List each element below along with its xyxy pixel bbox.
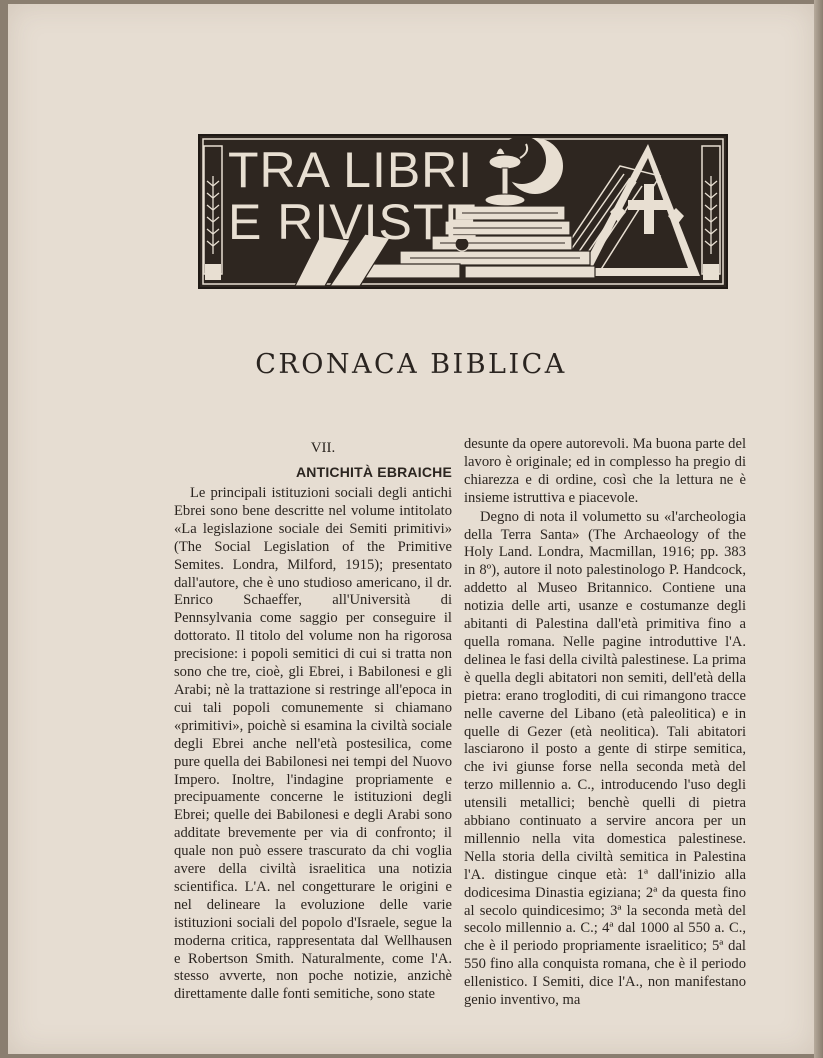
banner-line-1: TRA LIBRI [228, 142, 474, 198]
right-column [464, 436, 746, 1010]
banner-line-2: E RIVISTE [228, 194, 479, 250]
right-leaf-ornament [705, 176, 717, 254]
page-title: CRONACA BIBLICA [255, 349, 567, 380]
header-banner [198, 134, 728, 289]
paragraph: desunte da opere autorevoli. Ma buona parte del lavoro è originale; ed in complesso ha pregio di chiarezza e di ordine, così che la lettura ne è insieme istruttiva e piacevole. [464, 436, 746, 506]
paragraph: Degno di nota il volumetto su «l'archeologia della Terra Santa» (The Archaeology of the Holy Land. Londra, Macmillan, 1916; pp. 383 in 8º), autore il noto palestinologo P. Handcock, addetto al Museo Britannico. Contiene una notizia delle arti, usanze e costumanze degli abitanti di Palestina dall'età primitiva fino a quella romana. Nelle pagine introduttive l'A. delinea le fasi della civiltà palestinese. La prima è quella degli abitatori non semiti, dell'età della pietra: erano trogloditi, di cui rimangono tracce nelle caverne del Libano (età paleolitica) e in quelle di Gezer (età neolitica). Tali abitatori lasciarono il posto a gente di stirpe semitica, che ivi giunse forse nella seconda metà del terzo millennio a. C., introducendo l'uso degli utensili metallici; benchè quelli di pietra abbiano continuato a servire ancora per un millennio nella vita domestica palestinese. Nella storia della civiltà semitica in Palestina l'A. distingue cinque età: 1ª dall'inizio alla dodicesima Dinastia egiziana; 2ª da questa fino al secolo quindicesimo; 3ª la seconda metà del secolo millennio a. C.; 4ª dal 1000 al 550 a. C., che è il periodo propriamente israelitico; 5ª dal 550 fino alla conquista romana, che è il periodo ellenistico. I Semiti, dice l'A., non manifestano genio inventivo, ma [464, 508, 746, 1009]
page [8, 4, 814, 1054]
paragraph: Le principali istituzioni sociali degli antichi Ebrei sono bene descritte nel volume intitolato «La legislazione sociale dei Semiti primitivi» (The Social Legislation of the Primitive Semites. Londra, Milford, 1915); presentato dall'autore, che è uno studioso americano, il dr. Enrico Schaeffer, all'Università di Pennsylvania come saggio per conseguire il dottorato. Il titolo del volume non ha rigorosa precisione: i popoli semitici di cui si tratta non sono che tre, cioè, gli Ebrei, i Babilonesi e gli Arabi; nè la trattazione si restringe all'epoca in cui tali popoli comunemente si chiamano «primitivi», poichè si esamina la civiltà sociale degli Ebrei anche nell'età postesilica, come pure quella dei Babilonesi nei tempi del Nuovo Impero. Inoltre, l'indagine propriamente e precipuamente concerne le istituzioni degli Ebrei; quelle dei Babilonesi e degli Arabi sono additate brevemente per via di confronto; il quale non può essere trascurato da chi voglia avere della civiltà israelitica una notizia scientifica. L'A. nel congetturare le origini e nel delineare la evoluzione delle varie istituzioni sociali del popolo d'Israele, segue la moderna critica, rappresentata dal Wellhausen e Robertson Smith. Naturalmente, come l'A. stesso avverte, non poche notizie, anzichè direttamente dalle fonti semitiche, sono state [174, 485, 452, 1003]
left-column [174, 436, 452, 1004]
page-edge [814, 0, 823, 1058]
section-heading: ANTICHITÀ EBRAICHE [295, 464, 452, 480]
banner-title [228, 144, 479, 248]
left-leaf-ornament [207, 176, 219, 254]
section-number: VII. [310, 440, 336, 456]
